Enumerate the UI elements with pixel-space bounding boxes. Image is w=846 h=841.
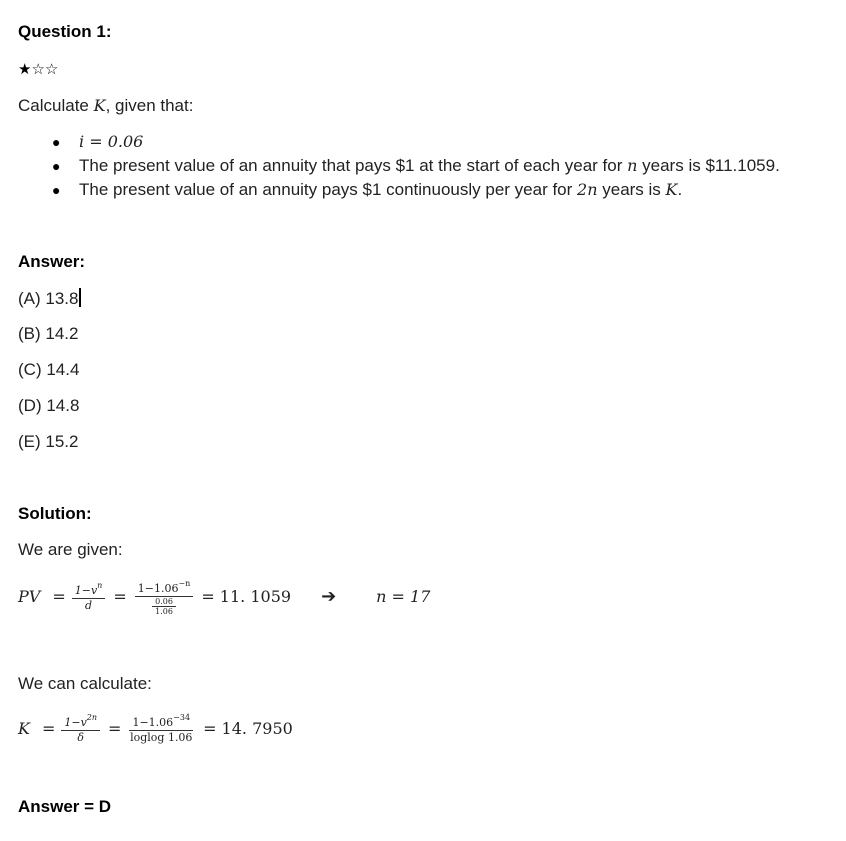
final-answer: Answer = D bbox=[18, 797, 112, 816]
prompt-prefix: Calculate bbox=[18, 96, 94, 115]
prompt-variable: K bbox=[93, 96, 106, 115]
condition-3-post: . bbox=[677, 180, 683, 199]
answer-option-e[interactable]: (E) 15.2 bbox=[18, 432, 79, 451]
condition-2 bbox=[52, 154, 780, 178]
eq1-fraction-1 bbox=[72, 579, 106, 613]
answer-option-a-label: (A) 13.8 bbox=[18, 289, 79, 308]
eq1-f1-den: d bbox=[85, 599, 93, 612]
eq1-n-result: n = 17 bbox=[376, 586, 431, 606]
eq2-equals-2: = bbox=[108, 718, 122, 738]
solution-heading: Solution: bbox=[18, 504, 92, 523]
text-cursor bbox=[79, 288, 81, 307]
condition-3-var2: K bbox=[665, 180, 678, 199]
bullet-icon: ● bbox=[52, 158, 61, 174]
eq2-f2-num: 1−1.06 bbox=[132, 716, 174, 729]
eq1-f2-den-num: 0.06 bbox=[152, 597, 176, 607]
answer-option-d[interactable]: (D) 14.8 bbox=[18, 396, 80, 415]
bullet-icon: ● bbox=[52, 134, 61, 150]
condition-2-var: n bbox=[627, 156, 638, 175]
given-label: We are given: bbox=[18, 540, 123, 559]
eq2-f1-sup: 2n bbox=[86, 713, 98, 722]
answer-option-c[interactable]: (C) 14.4 bbox=[18, 360, 80, 379]
eq2-f1-den: δ bbox=[77, 731, 85, 744]
eq2-lhs: K bbox=[18, 718, 30, 738]
condition-2-pre: The present value of an annuity that pays $1 at the start of each year for bbox=[79, 156, 628, 175]
eq1-f2-den-den: 1.06 bbox=[155, 606, 173, 616]
condition-1-math: i = 0.06 bbox=[79, 132, 144, 151]
eq1-lhs: PV bbox=[18, 586, 41, 606]
question-prompt bbox=[18, 96, 193, 116]
eq1-f1-sup: n bbox=[97, 581, 103, 590]
prompt-suffix: , given that: bbox=[105, 96, 194, 115]
eq2-equals: = bbox=[41, 718, 56, 738]
eq2-f2-sup: −34 bbox=[173, 713, 191, 722]
difficulty-stars-icon: ★☆☆ bbox=[18, 60, 59, 78]
eq1-f1-num: 1−v bbox=[74, 584, 98, 597]
eq1-fraction-2 bbox=[135, 577, 194, 616]
equation-k bbox=[18, 706, 293, 750]
eq2-f1-num: 1−v bbox=[64, 716, 87, 729]
equation-pv bbox=[18, 574, 430, 618]
eq2-fraction-1 bbox=[61, 711, 100, 745]
bullet-icon: ● bbox=[52, 182, 61, 198]
condition-3-mid: years is bbox=[597, 180, 666, 199]
question-title: Question 1: bbox=[18, 22, 112, 41]
answer-heading: Answer: bbox=[18, 252, 86, 271]
condition-3 bbox=[52, 178, 780, 202]
condition-3-pre: The present value of an annuity pays $1 continuously per year for bbox=[79, 180, 578, 199]
eq1-f2-num: 1−1.06 bbox=[137, 581, 179, 595]
eq1-equals-2: = bbox=[113, 586, 127, 606]
condition-2-post: years is $11.1059. bbox=[637, 156, 780, 175]
given-conditions-list bbox=[52, 130, 780, 202]
eq2-f2-den: loglog 1.06 bbox=[130, 731, 193, 744]
eq1-result: = 11. 1059 bbox=[201, 586, 292, 606]
answer-option-b[interactable]: (B) 14.2 bbox=[18, 324, 79, 343]
eq2-fraction-2 bbox=[129, 711, 193, 745]
eq2-result: = 14. 7950 bbox=[203, 718, 293, 738]
arrow-right-icon: ➔ bbox=[321, 585, 337, 607]
calculate-label: We can calculate: bbox=[18, 674, 152, 693]
eq1-f2-sup: −n bbox=[178, 578, 191, 588]
answer-option-a[interactable] bbox=[18, 288, 81, 309]
eq1-equals: = bbox=[52, 586, 66, 606]
condition-1 bbox=[52, 130, 780, 154]
condition-3-var: 2n bbox=[577, 180, 598, 199]
